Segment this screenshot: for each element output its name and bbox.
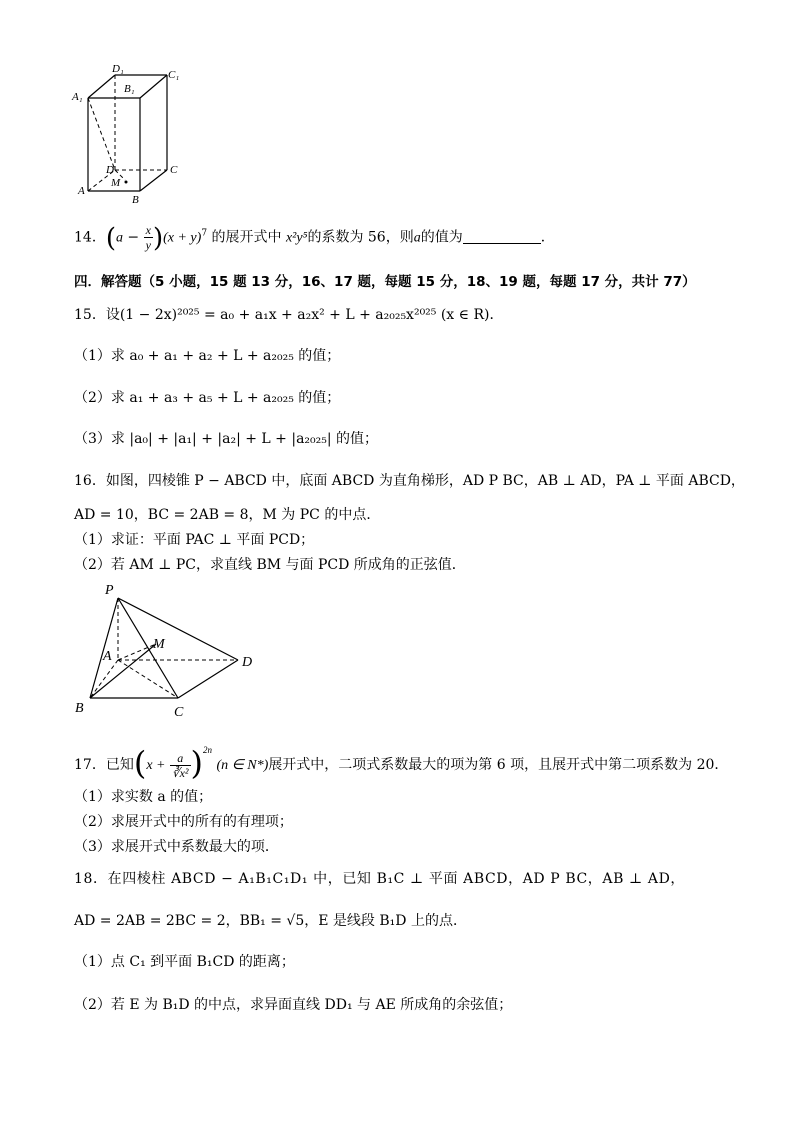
section-heading: 四．解答题（5 小题，15 题 13 分，16、17 题，每题 15 分，18、19 题，每题 17 分，共计 77）	[74, 274, 696, 290]
q15-stem: 15．设(1 − 2x)²⁰²⁵ = a₀ + a₁x + a₂x² + L + a₂₀₂₅x²⁰²⁵ (x ∈ R)．	[74, 307, 504, 323]
q14-power: 7	[201, 228, 208, 239]
prism-figure	[70, 58, 200, 208]
label-a: A	[78, 185, 85, 197]
q16-part2: （2）若 AM ⊥ PC，求直线 BM 与面 PCD 所成角的正弦值．	[74, 557, 466, 573]
q17-condition: (n ∈ N*)	[216, 758, 269, 773]
q14-fraction: $\frac{x}{y}$	[145, 223, 151, 252]
q18-line1: 18．在四棱柱 ABCD − A₁B₁C₁D₁ 中，已知 B₁C ⊥ 平面 ABCD，AD P BC，AB ⊥ AD，	[74, 871, 686, 887]
label-m: M	[153, 637, 165, 652]
q18-part1: （1）点 C₁ 到平面 B₁CD 的距离；	[74, 954, 295, 970]
q15-part1: （1）求 a₀ + a₁ + a₂ + L + a₂₀₂₅ 的值；	[74, 348, 341, 364]
label-b: B	[132, 194, 139, 206]
q18-part2: （2）若 E 为 B₁D 的中点，求异面直线 DD₁ 与 AE 所成角的余弦值；	[74, 997, 513, 1013]
q16-line1: 16．如图，四棱锥 P − ABCD 中，底面 ABCD 为直角梯形，AD P BC，AB ⊥ AD，PA ⊥ 平面 ABCD，	[74, 473, 745, 489]
q14-end: ．	[540, 229, 555, 246]
q17-fraction: $\frac{a}{\text{∛x²}}$	[171, 750, 189, 780]
answer-blank[interactable]	[463, 229, 541, 244]
q14-text1: 的展开式中	[211, 229, 282, 246]
q14-minus: −	[122, 229, 140, 246]
label-p: P	[105, 583, 114, 598]
q14-text3: 的值为	[420, 229, 463, 246]
q17-x: x +	[146, 758, 166, 773]
label-d1: D₁	[112, 63, 124, 75]
q16-line2: AD = 10，BC = 2AB = 8，M 为 PC 的中点．	[74, 507, 381, 523]
q17-part1: （1）求实数 a 的值；	[74, 789, 213, 805]
q17-part3: （3）求展开式中系数最大的项．	[74, 839, 279, 855]
label-c: C	[170, 164, 178, 176]
q17-part2: （2）求展开式中的所有的有理项；	[74, 814, 293, 830]
q14-binomial: (x + y)	[163, 230, 202, 246]
q15-part3: （3）求 |a₀| + |a₁| + |a₂| + L + |a₂₀₂₅| 的值；	[74, 431, 379, 447]
q17-power: 2n	[203, 745, 212, 755]
label-d: D	[242, 655, 253, 670]
label-a1: A₁	[72, 91, 83, 103]
q14-a: a	[115, 230, 123, 246]
label-m: M	[111, 177, 121, 189]
label-c1: C₁	[168, 69, 180, 81]
label-c: C	[174, 705, 184, 718]
label-a: A	[103, 649, 112, 664]
label-b1: B₁	[124, 83, 135, 95]
question-14: 14．(a − $\frac{x}{y}$ )$(x + y)^7$ 的展开式中 x²y⁵的系数为 56，则a的值为 ．	[74, 223, 555, 254]
label-d: D	[106, 164, 114, 176]
q17-stem: 17．已知(x + $\frac{a}{\text{∛x²}}$ )$^{2n}$ (n ∈ N*)展开式中，二项式系数最大的项为第 6 项，且展开式中第二项系数为 20．	[74, 744, 729, 782]
q16-part1: （1）求证：平面 PAC ⊥ 平面 PCD；	[74, 532, 315, 548]
q15-part2: （2）求 a₁ + a₃ + a₅ + L + a₂₀₂₅ 的值；	[74, 390, 341, 406]
q14-monomial: x²y⁵	[285, 230, 308, 246]
q17-text: 展开式中，二项式系数最大的项为第 6 项，且展开式中第二项系数为 20．	[268, 757, 729, 773]
q18-line2: AD = 2AB = 2BC = 2，BB₁ = √5，E 是线段 B₁D 上的点．	[74, 913, 467, 929]
q14-text2: 的系数为 56，则	[307, 229, 414, 246]
label-b: B	[75, 701, 84, 716]
pyramid-figure	[70, 578, 270, 718]
q17-prefix: 17．已知	[74, 757, 134, 773]
q14-a2: a	[413, 230, 421, 246]
q14-number: 14．	[74, 229, 106, 246]
